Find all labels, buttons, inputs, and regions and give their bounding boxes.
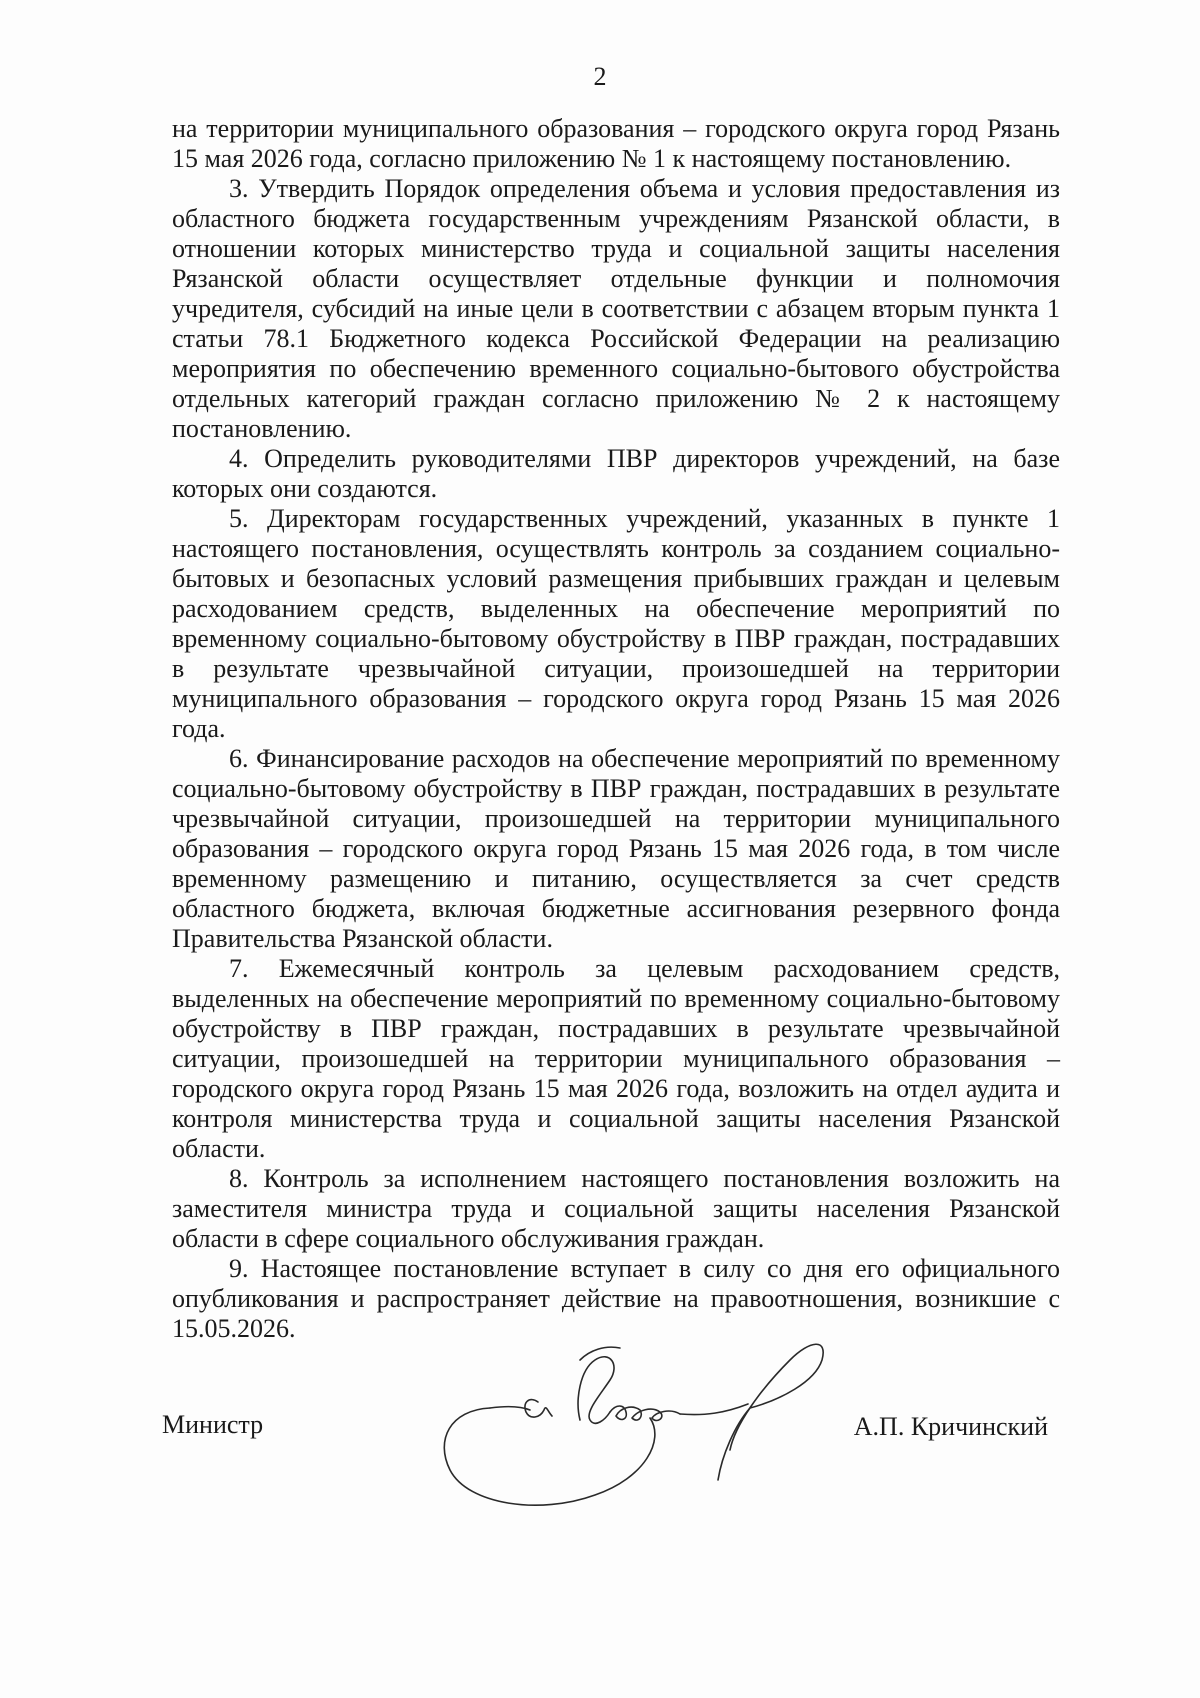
paragraph-item-6: 6. Финансирование расходов на обеспечение мероприятий по временному социально-бытовому обустройству в ПВР граждан, пострадавших в результате чрезвычайной ситуации, произошедшей на территории муниципального образования – городского округа город Рязань 15 мая 2026 года, в том числе временному размещению и питанию, осуществляется за счет средств областного бюджета, включая бюджетные ассигнования резервного фонда Правительства Рязанской области. [172, 744, 1060, 953]
paragraph-item-8: 8. Контроль за исполнением настоящего постановления возложить на заместителя министра труда и социальной защиты населения Рязанской области в сфере социального обслуживания граждан. [172, 1164, 1060, 1253]
paragraph-item-9: 9. Настоящее постановление вступает в силу со дня его официального опубликования и распространяет действие на правоотношения, возникшие с 15.05.2026. [172, 1254, 1060, 1343]
document-body [172, 114, 1060, 1344]
page-number: 2 [593, 62, 607, 91]
handwritten-signature [430, 1320, 850, 1520]
paragraph-continuation: на территории муниципального образования – городского округа город Рязань 15 мая 2026 года, согласно приложению № 1 к настоящему постановлению. [172, 114, 1060, 173]
paragraph-item-5: 5. Директорам государственных учреждений, указанных в пункте 1 настоящего постановления, осуществлять контроль за созданием социально-бытовых и безопасных условий размещения прибывших граждан и целевым расходованием средств, выделенных на обеспечение мероприятий по временному социально-бытовому обустройству в ПВР граждан, пострадавших в результате чрезвычайной ситуации, произошедшей на территории муниципального образования – городского округа город Рязань 15 мая 2026 года. [172, 504, 1060, 743]
paragraph-item-4: 4. Определить руководителями ПВР директоров учреждений, на базе которых они создаются. [172, 444, 1060, 503]
signatory-name: А.П. Кричинский [853, 1412, 1048, 1441]
paragraph-item-3: 3. Утвердить Порядок определения объема и условия предоставления из областного бюджета государственным учреждениям Рязанской области, в отношении которых министерство труда и социальной защиты населения Рязанской области осуществляет отдельные функции и полномочия учредителя, субсидий на иные цели в соответствии с абзацем вторым пункта 1 статьи 78.1 Бюджетного кодекса Российской Федерации на реализацию мероприятия по обеспечению временного социально-бытового обустройства отдельных категорий граждан согласно приложению № 2 к настоящему постановлению. [172, 174, 1060, 443]
signature-block [0, 1370, 1200, 1570]
signatory-position: Министр [162, 1410, 264, 1439]
paragraph-item-7: 7. Ежемесячный контроль за целевым расходованием средств, выделенных на обеспечение мероприятий по временному социально-бытовому обустройству в ПВР граждан, пострадавших в результате чрезвычайной ситуации, произошедшей на территории муниципального образования – городского округа город Рязань 15 мая 2026 года, возложить на отдел аудита и контроля министерства труда и социальной защиты населения Рязанской области. [172, 954, 1060, 1163]
